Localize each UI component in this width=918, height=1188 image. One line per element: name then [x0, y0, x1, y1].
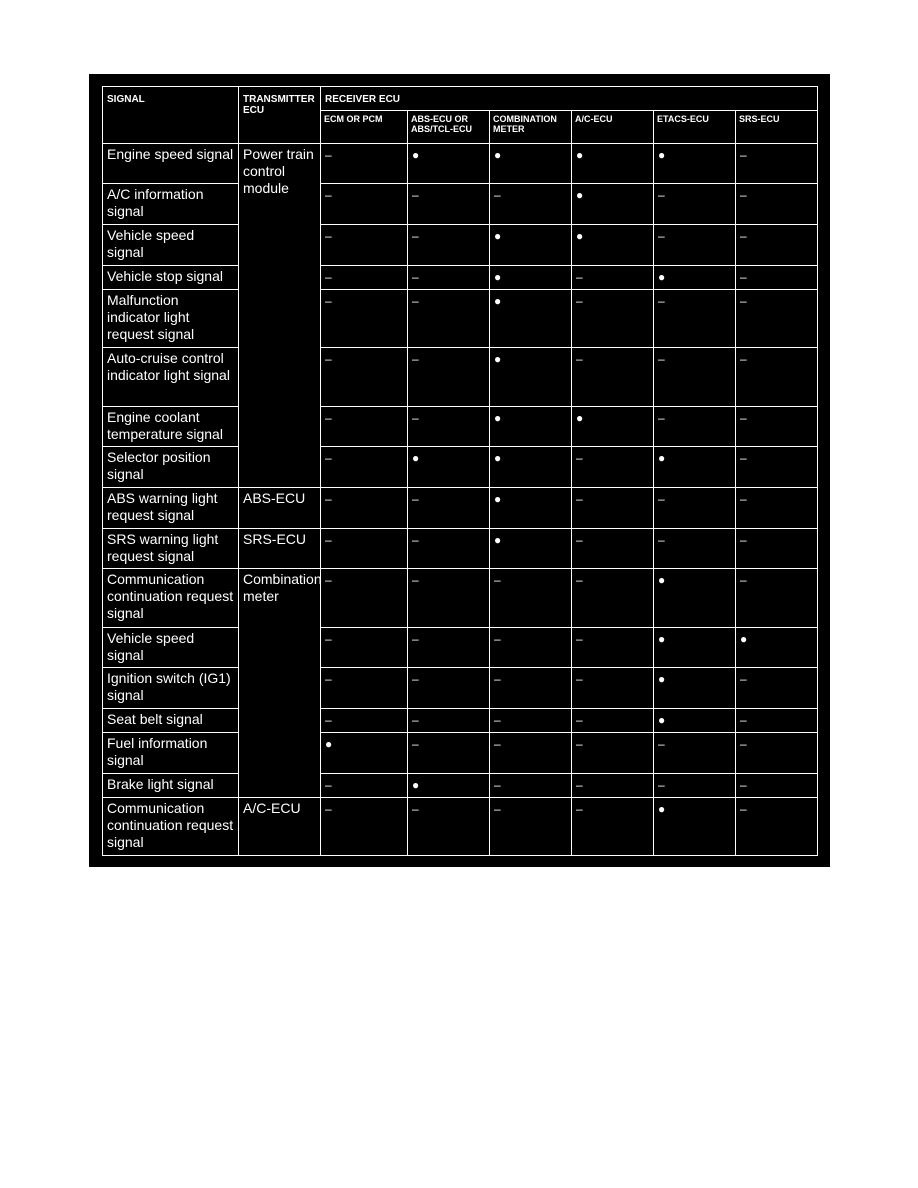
receiver-cell: – [321, 290, 408, 348]
receiver-cell: – [408, 798, 490, 856]
receiver-cell: – [490, 184, 572, 225]
signal-name: Malfunction indicator light request signal [103, 290, 239, 348]
receiver-cell: – [572, 266, 654, 290]
receiver-cell: ● [572, 407, 654, 447]
signal-name: ABS warning light request signal [103, 488, 239, 529]
receiver-cell: – [490, 569, 572, 628]
receiver-cell: – [654, 290, 736, 348]
receiver-cell: ● [408, 447, 490, 488]
signal-table-panel [89, 74, 830, 867]
receiver-cell: ● [490, 407, 572, 447]
table-row [103, 529, 818, 569]
header-col-srs: SRS-ECU [736, 111, 818, 144]
header-col-ac-ecu: A/C-ECU [572, 111, 654, 144]
signal-name: Engine speed signal [103, 144, 239, 184]
receiver-cell: – [408, 569, 490, 628]
signal-name: Brake light signal [103, 774, 239, 798]
table-row [103, 488, 818, 529]
table-row [103, 668, 818, 709]
signal-name: Engine coolant temperature signal [103, 407, 239, 447]
receiver-cell: – [654, 529, 736, 569]
receiver-cell: – [408, 529, 490, 569]
signal-name: Auto-cruise control indicator light signal [103, 348, 239, 407]
receiver-cell: – [321, 225, 408, 266]
receiver-cell: – [321, 529, 408, 569]
receiver-cell: ● [654, 266, 736, 290]
table-row [103, 407, 818, 447]
table-row [103, 569, 818, 628]
table-row [103, 184, 818, 225]
receiver-cell: ● [736, 628, 818, 668]
receiver-cell: ● [654, 709, 736, 733]
receiver-cell: – [736, 529, 818, 569]
receiver-cell: – [572, 709, 654, 733]
receiver-cell: – [736, 407, 818, 447]
receiver-cell: – [408, 290, 490, 348]
receiver-cell: – [572, 447, 654, 488]
receiver-cell: – [321, 569, 408, 628]
signal-name: A/C information signal [103, 184, 239, 225]
receiver-cell: – [490, 798, 572, 856]
table-row [103, 447, 818, 488]
header-col-combination-meter: COMBINATION METER [490, 111, 572, 144]
header-col-etacs: ETACS-ECU [654, 111, 736, 144]
receiver-cell: – [490, 709, 572, 733]
table-row [103, 709, 818, 733]
receiver-cell: – [490, 668, 572, 709]
table-row [103, 144, 818, 184]
receiver-cell: – [736, 668, 818, 709]
receiver-cell: – [408, 488, 490, 529]
table-row [103, 348, 818, 407]
receiver-cell: ● [654, 447, 736, 488]
signal-name: Vehicle speed signal [103, 628, 239, 668]
header-col-ecm: ECM OR PCM [321, 111, 408, 144]
receiver-cell: – [321, 709, 408, 733]
receiver-cell: – [736, 225, 818, 266]
receiver-cell: – [736, 488, 818, 529]
receiver-cell: – [408, 668, 490, 709]
receiver-cell: – [408, 225, 490, 266]
receiver-cell: ● [490, 529, 572, 569]
receiver-cell: ● [321, 733, 408, 774]
receiver-cell: – [572, 774, 654, 798]
receiver-cell: – [408, 266, 490, 290]
receiver-cell: ● [490, 144, 572, 184]
table-row [103, 774, 818, 798]
signal-name: Communication continuation request signal [103, 569, 239, 628]
header-transmitter: TRANSMITTER ECU [239, 87, 321, 144]
receiver-cell: – [736, 184, 818, 225]
receiver-cell: ● [490, 290, 572, 348]
receiver-cell: – [654, 733, 736, 774]
signal-name: SRS warning light request signal [103, 529, 239, 569]
table-row [103, 225, 818, 266]
signal-name: Ignition switch (IG1) signal [103, 668, 239, 709]
receiver-cell: – [572, 668, 654, 709]
receiver-cell: ● [490, 488, 572, 529]
receiver-cell: – [654, 184, 736, 225]
receiver-cell: ● [408, 144, 490, 184]
transmitter-ecu: Power train control module [239, 144, 321, 488]
receiver-cell: ● [490, 225, 572, 266]
receiver-cell: – [408, 709, 490, 733]
receiver-cell: – [408, 184, 490, 225]
receiver-cell: – [321, 407, 408, 447]
receiver-cell: – [321, 488, 408, 529]
header-col-abs: ABS-ECU OR ABS/TCL-ECU [408, 111, 490, 144]
header-signal: SIGNAL [103, 87, 239, 144]
can-signal-table [102, 86, 818, 856]
receiver-cell: – [572, 488, 654, 529]
receiver-cell: ● [572, 144, 654, 184]
transmitter-ecu: A/C-ECU [239, 798, 321, 856]
receiver-cell: – [736, 266, 818, 290]
receiver-cell: ● [490, 348, 572, 407]
receiver-cell: – [408, 348, 490, 407]
receiver-cell: – [490, 774, 572, 798]
receiver-cell: – [490, 628, 572, 668]
receiver-cell: – [408, 628, 490, 668]
signal-name: Seat belt signal [103, 709, 239, 733]
signal-name: Vehicle stop signal [103, 266, 239, 290]
receiver-cell: – [654, 225, 736, 266]
signal-name: Fuel information signal [103, 733, 239, 774]
receiver-cell: – [572, 628, 654, 668]
receiver-cell: – [321, 798, 408, 856]
table-row [103, 628, 818, 668]
receiver-cell: – [321, 628, 408, 668]
receiver-cell: ● [654, 569, 736, 628]
receiver-cell: ● [654, 668, 736, 709]
receiver-cell: – [736, 569, 818, 628]
table-row [103, 798, 818, 856]
receiver-cell: ● [572, 184, 654, 225]
table-row [103, 290, 818, 348]
receiver-cell: – [321, 144, 408, 184]
receiver-cell: – [654, 407, 736, 447]
receiver-cell: – [736, 447, 818, 488]
transmitter-ecu: Combination meter [239, 569, 321, 798]
signal-name: Communication continuation request signal [103, 798, 239, 856]
receiver-cell: ● [490, 447, 572, 488]
table-row [103, 266, 818, 290]
receiver-cell: – [321, 184, 408, 225]
receiver-cell: – [572, 798, 654, 856]
receiver-cell: ● [572, 225, 654, 266]
table-row [103, 733, 818, 774]
receiver-cell: – [736, 733, 818, 774]
receiver-cell: – [572, 348, 654, 407]
receiver-cell: – [321, 266, 408, 290]
receiver-cell: – [654, 488, 736, 529]
receiver-cell: – [572, 529, 654, 569]
signal-name: Selector position signal [103, 447, 239, 488]
receiver-cell: ● [654, 628, 736, 668]
transmitter-ecu: SRS-ECU [239, 529, 321, 569]
receiver-cell: – [736, 798, 818, 856]
receiver-cell: – [654, 774, 736, 798]
receiver-cell: – [572, 569, 654, 628]
receiver-cell: – [408, 407, 490, 447]
receiver-cell: – [736, 290, 818, 348]
receiver-cell: – [572, 290, 654, 348]
receiver-cell: – [321, 447, 408, 488]
signal-name: Vehicle speed signal [103, 225, 239, 266]
receiver-cell: – [736, 774, 818, 798]
receiver-cell: – [736, 144, 818, 184]
receiver-cell: – [572, 733, 654, 774]
table-body [103, 144, 818, 856]
receiver-cell: ● [654, 798, 736, 856]
receiver-cell: ● [408, 774, 490, 798]
receiver-cell: – [321, 774, 408, 798]
receiver-cell: – [321, 348, 408, 407]
receiver-cell: – [321, 668, 408, 709]
receiver-cell: ● [490, 266, 572, 290]
receiver-cell: – [408, 733, 490, 774]
receiver-cell: – [654, 348, 736, 407]
receiver-cell: ● [654, 144, 736, 184]
receiver-cell: – [736, 348, 818, 407]
header-receiver: RECEIVER ECU [321, 87, 818, 111]
transmitter-ecu: ABS-ECU [239, 488, 321, 529]
receiver-cell: – [490, 733, 572, 774]
receiver-cell: – [736, 709, 818, 733]
